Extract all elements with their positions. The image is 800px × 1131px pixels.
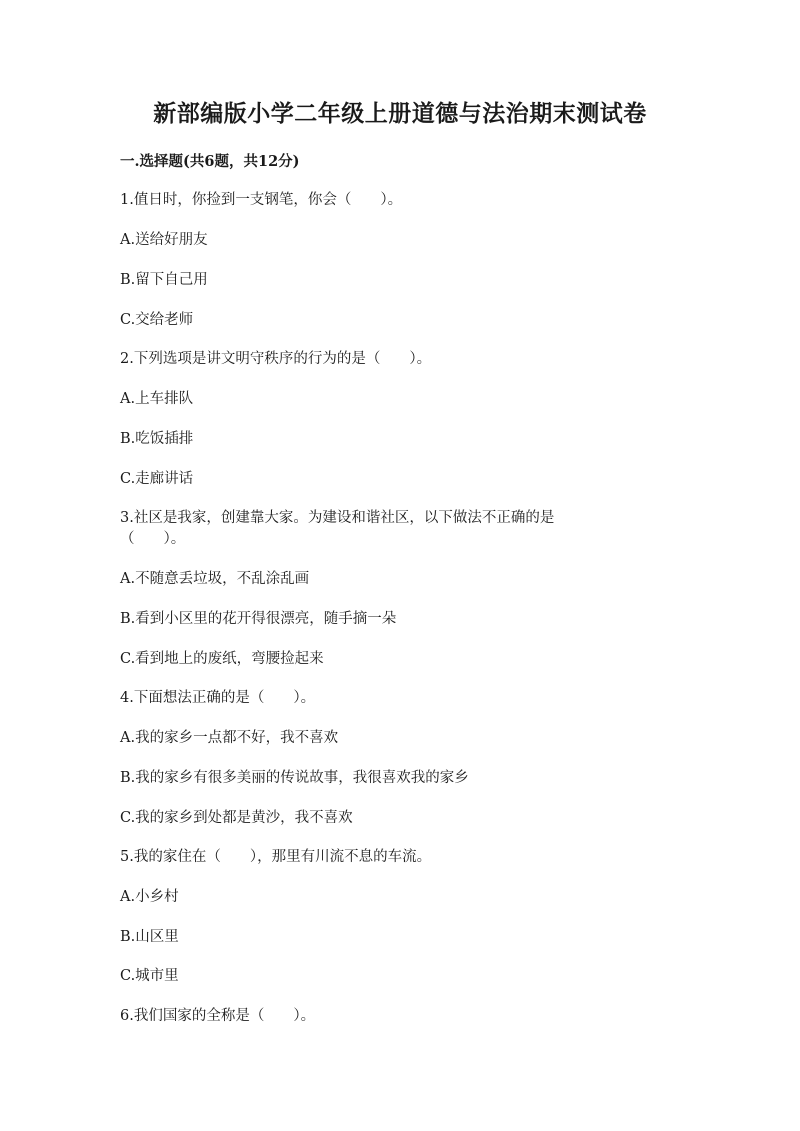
question-4-option-b: B.我的家乡有很多美丽的传说故事，我很喜欢我的家乡	[120, 770, 469, 786]
question-1-option-c: C.交给老师	[120, 312, 194, 328]
section-heading: 一.选择题(共6题，共12分)	[120, 153, 300, 170]
question-4-option-c: C.我的家乡到处都是黄沙，我不喜欢	[120, 810, 353, 826]
question-2-stem: 2.下列选项是讲文明守秩序的行为的是（ ）。	[120, 351, 432, 367]
question-1-stem: 1.值日时，你捡到一支钢笔，你会（ ）。	[120, 192, 403, 208]
question-3-option-c: C.看到地上的废纸，弯腰捡起来	[120, 651, 324, 667]
question-6-stem: 6.我们国家的全称是（ ）。	[120, 1008, 316, 1024]
question-4-option-a: A.我的家乡一点都不好，我不喜欢	[120, 730, 339, 746]
question-5-option-c: C.城市里	[120, 968, 179, 984]
page-title: 新部编版小学二年级上册道德与法治期末测试卷	[153, 100, 647, 127]
question-2-option-a: A.上车排队	[120, 391, 194, 407]
question-2-option-b: B.吃饭插排	[120, 431, 194, 447]
question-1-option-a: A.送给好朋友	[120, 232, 208, 248]
question-5-stem: 5.我的家住在（ ），那里有川流不息的车流。	[120, 849, 432, 865]
question-3-stem-continued: （ ）。	[120, 531, 186, 547]
question-2-option-c: C.走廊讲话	[120, 471, 194, 487]
question-3-option-b: B.看到小区里的花开得很漂亮，随手摘一朵	[120, 611, 397, 627]
question-5-option-b: B.山区里	[120, 929, 179, 945]
question-5-option-a: A.小乡村	[120, 889, 179, 905]
question-3-option-a: A.不随意丢垃圾，不乱涂乱画	[120, 571, 310, 587]
question-4-stem: 4.下面想法正确的是（ ）。	[120, 690, 316, 706]
question-3-stem: 3.社区是我家，创建靠大家。为建设和谐社区，以下做法不正确的是	[120, 510, 555, 526]
question-1-option-b: B.留下自己用	[120, 272, 208, 288]
